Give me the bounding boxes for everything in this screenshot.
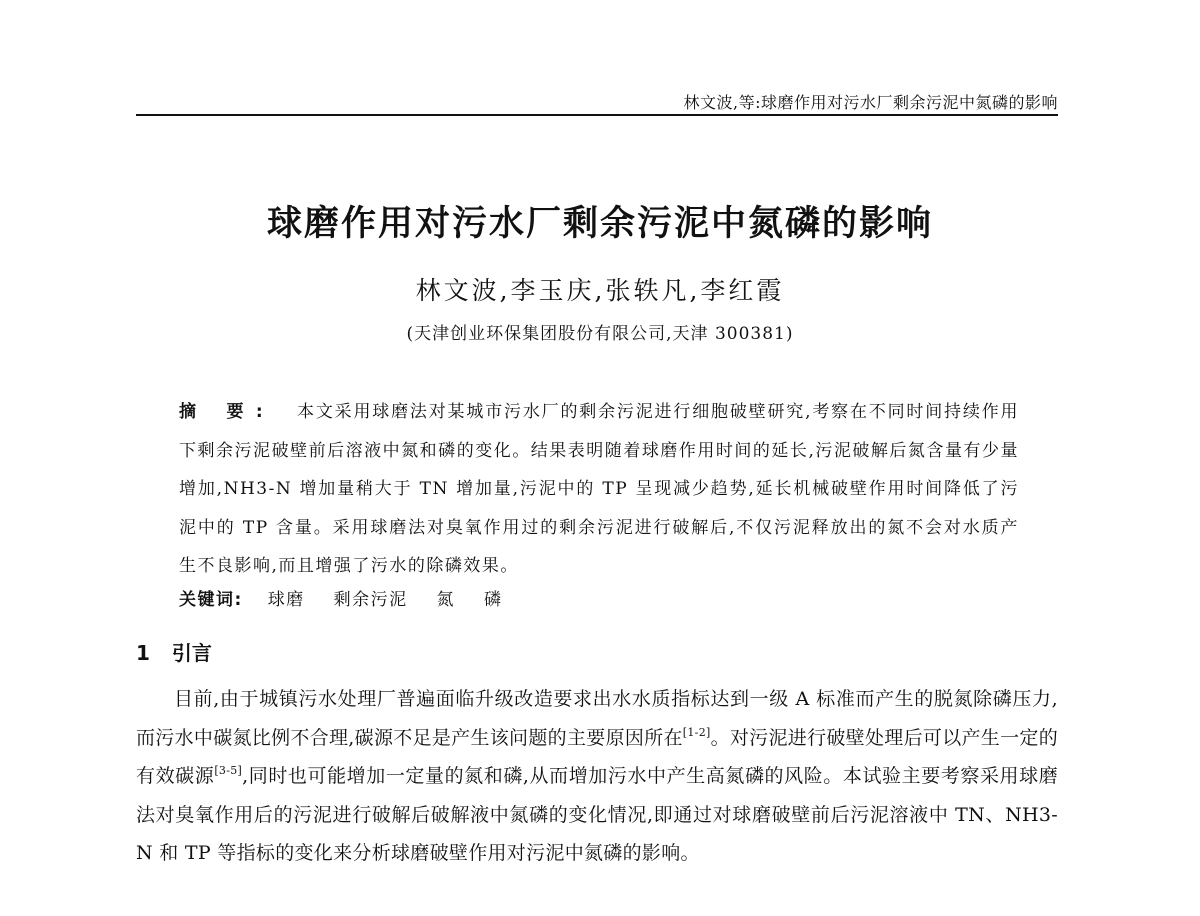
citation: [3-5] <box>214 764 243 777</box>
abstract-label: 摘 要: <box>179 402 275 422</box>
body-paragraph <box>136 680 1058 873</box>
abstract <box>179 393 1019 586</box>
keyword-item: 球磨 <box>267 590 305 610</box>
section-number: 1 <box>136 641 150 665</box>
affiliation: (天津创业环保集团股份有限公司,天津 300381) <box>406 324 794 344</box>
keyword-item: 氮 <box>436 590 456 610</box>
body-text-segment: 目前,由于城镇污水处理厂普遍面临升级改造要求出水水质指标达到一级 A 标准而产生的脱氮除磷压力,而污水中碳氮比例不合理,碳源不足是产生该问题的主要原因所在 <box>136 688 1058 749</box>
running-header: 林文波,等:球磨作用对污水厂剩余污泥中氮磷的影响 <box>683 93 1058 112</box>
citation: [1-2] <box>682 725 711 739</box>
abstract-text: 本文采用球磨法对某城市污水厂的剩余污泥进行细胞破壁研究,考察在不同时间持续作用下剩余污泥破壁前后溶液中氮和磷的变化。结果表明随着球磨作用时间的延长,污泥破解后氮含量有少量增加,NH3-N 增加量稍大于 TN 增加量,污泥中的 TP 呈现减少趋势,延长机械破壁作用时间降低了污泥中的 TP 含量。采用球磨法对臭氧作用过的剩余污泥进行破解后,不仅污泥释放出的氮不会对水质产生不良影响,而且增强了污水的除磷效果。 <box>179 402 1020 576</box>
section-title: 引言 <box>171 641 212 665</box>
authors: 林文波,李玉庆,张轶凡,李红霞 <box>415 276 785 305</box>
keyword-item: 磷 <box>483 590 503 610</box>
keywords-label: 关键词: <box>179 590 243 610</box>
body-text-segment: ,同时也可能增加一定量的氮和磷,从而增加污水中产生高氮磷的风险。本试验主要考察采用球磨法对臭氧作用后的污泥进行破解后破解液中氮磷的变化情况,即通过对球磨破壁前后污泥溶液中 TN、NH3-N 和 TP 等指标的变化来分析球磨破壁作用对污泥中氮磷的影响。 <box>136 765 1059 864</box>
section-heading <box>136 637 212 666</box>
paper-title: 球磨作用对污水厂剩余污泥中氮磷的影响 <box>266 204 933 244</box>
keywords <box>179 585 1019 610</box>
body-text-segment: 。对污泥进行破壁处理后可以产生一定的有效碳源 <box>136 726 1058 787</box>
header-rule <box>136 114 1058 116</box>
keyword-item: 剩余污泥 <box>333 590 408 610</box>
